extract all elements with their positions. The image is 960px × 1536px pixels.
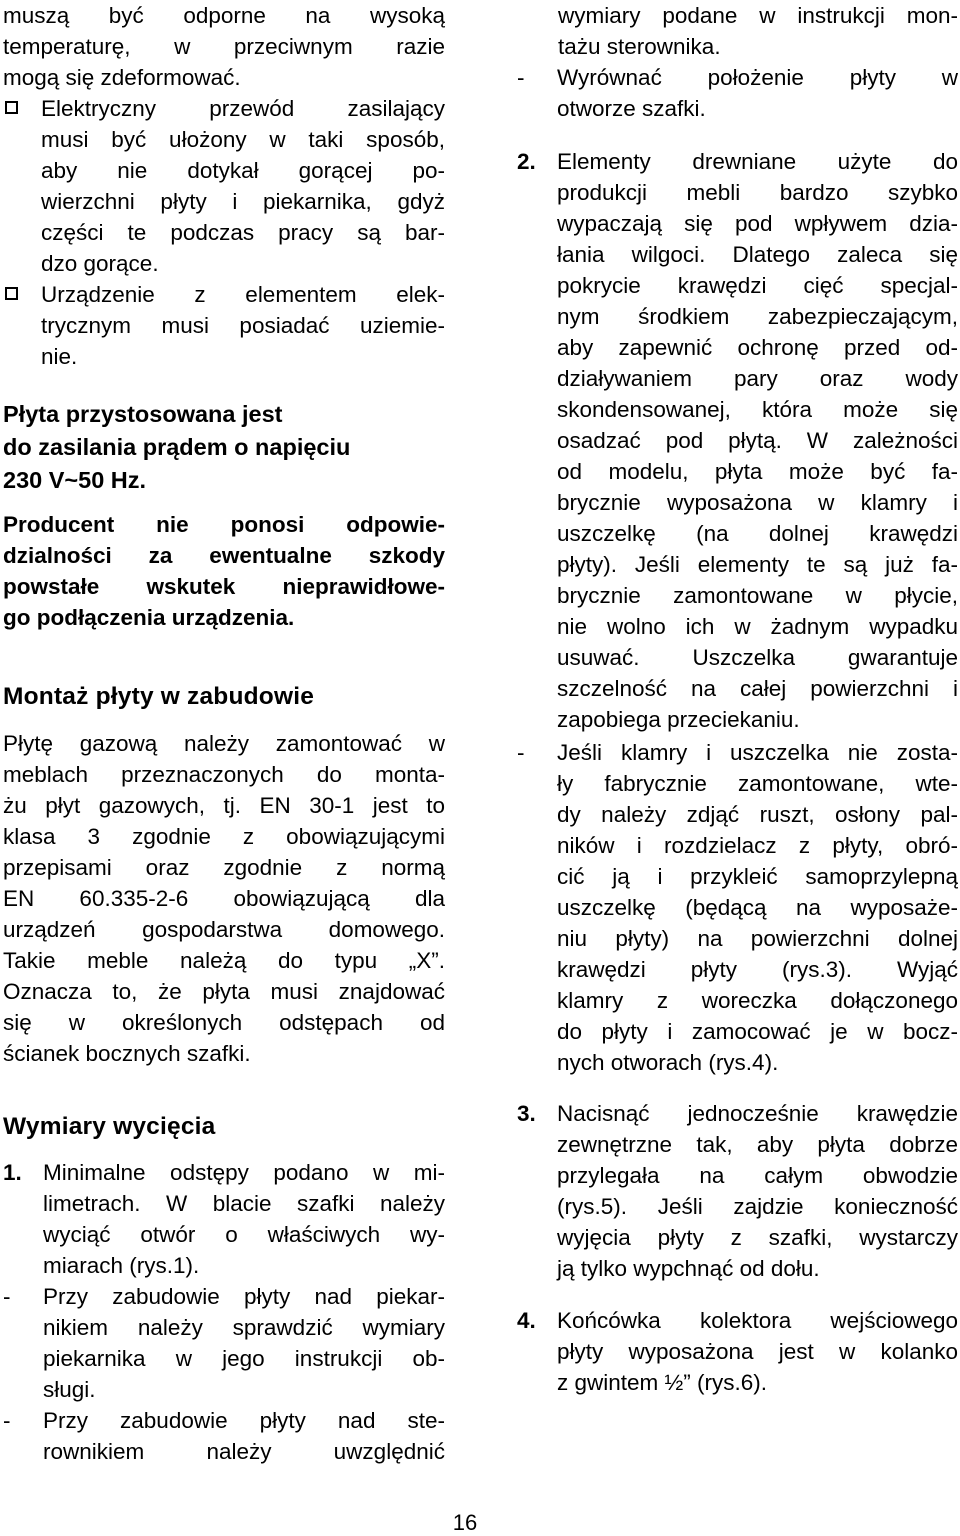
text-line: ścianek bocznych szafki. — [3, 1041, 251, 1066]
list-item-4 — [517, 1305, 958, 1398]
text-line: (rys.5). Jeśli zajdzie konieczność — [557, 1194, 958, 1219]
text-line: temperaturę, w przeciwnym razie — [3, 34, 445, 59]
text-line: usuwać. Uszczelka gwarantuje — [557, 645, 958, 670]
dash-item-align — [517, 62, 958, 124]
text-line: do płyty i zamocować je w bocz- — [557, 1019, 958, 1044]
list-item-2 — [517, 146, 958, 735]
text-line: nych otworach (rys.4). — [557, 1050, 779, 1075]
text-line: cić ją i przykleić samoprzylepną — [557, 864, 958, 889]
text-line: wierzchni płyty i piekarnika, gdyż — [41, 189, 445, 214]
heading-cutout-dimensions: Wymiary wycięcia — [3, 1113, 216, 1140]
text-line: Końcówka kolektora wejściowego — [557, 1308, 958, 1333]
text-line: łania wilgoci. Dlatego zaleca się — [557, 242, 958, 267]
text-line: krawędzi płyty (rys.3). Wyjąć — [557, 957, 958, 982]
voltage-note — [3, 398, 445, 497]
text-line: Nacisnąć jednocześnie krawędzie — [557, 1101, 958, 1126]
text-line: dzialności za ewentualne szkody — [3, 543, 445, 568]
item4-text — [557, 1305, 958, 1398]
text-line: klamry z woreczka dołączonego — [557, 988, 958, 1013]
bullet-cable-text — [41, 93, 445, 279]
text-line: dy należy zdjąć ruszt, osłony pal- — [557, 802, 958, 827]
text-line: wymiary podane w instrukcji mon- — [558, 3, 958, 28]
text-line: niu płyty) na powierzchni dolnej — [557, 926, 958, 951]
text-line: płyty). Jeśli elementy te są już fa- — [557, 552, 958, 577]
list-item-1 — [3, 1157, 445, 1281]
text-line: aby nie dotykał gorącej po- — [41, 158, 445, 183]
text-line: ją tylko wypchnąć od dołu. — [557, 1256, 820, 1281]
text-line: żu płyt gazowych, tj. EN 30-1 jest to — [3, 793, 445, 818]
text-line: Płytę gazową należy zamontować w — [3, 731, 445, 756]
dash-item-controller — [3, 1405, 445, 1467]
controller-continuation — [558, 0, 958, 62]
text-line: płyty wyposażona jest w kolanko — [557, 1339, 958, 1364]
dash-marker: - — [3, 1284, 11, 1309]
item3-text — [557, 1098, 958, 1284]
text-line: aby zapewnić ochronę przed od- — [557, 335, 958, 360]
text-line: Jeśli klamry i uszczelka nie zosta- — [557, 740, 958, 765]
text-line: części te podczas pracy są bar- — [41, 220, 445, 245]
text-line: brycznie wyposażona w klamry i — [557, 490, 958, 515]
list-marker: 3. — [517, 1101, 536, 1126]
intro-text — [3, 0, 445, 93]
installation-text — [3, 728, 445, 1069]
text-line: wyciąć otwór o właściwych wy- — [43, 1222, 445, 1247]
text-line: rownikiem należy uwzględnić — [43, 1439, 445, 1464]
text-line: zewnętrzne tak, aby płyta dobrze — [557, 1132, 958, 1157]
liability-note — [3, 509, 445, 633]
text-line: pokrycie krawędzi cięć specjal- — [557, 273, 958, 298]
dash-controller-text — [43, 1405, 445, 1467]
bullet-grounding — [3, 279, 445, 372]
dash-marker: - — [517, 65, 525, 90]
dash-align-text — [557, 62, 958, 124]
text-line: klasa 3 zgodnie z obowiązującymi — [3, 824, 445, 849]
text-line: przepisami oraz zgodnie z normą — [3, 855, 445, 880]
text-line: tażu sterownika. — [558, 34, 721, 59]
text-line: dzo gorące. — [41, 251, 159, 276]
dash-marker: - — [517, 740, 525, 765]
text-line: EN 60.335-2-6 obowiązującą dla — [3, 886, 445, 911]
text-line: nym środkiem zabezpieczającym, — [557, 304, 958, 329]
text-line: działywaniem pary oraz wody — [557, 366, 958, 391]
text-line: uszczelkę (będącą na wyposaże- — [557, 895, 958, 920]
checkbox-bullet-icon — [5, 287, 18, 300]
text-line: zapobiega przeciekaniu. — [557, 707, 800, 732]
dash-marker: - — [3, 1408, 11, 1433]
text-line: brycznie zamontowane w płycie, — [557, 583, 958, 608]
text-line: limetrach. W blacie szafki należy — [43, 1191, 445, 1216]
text-line: miarach (rys.1). — [43, 1253, 200, 1278]
text-line: Przy zabudowie płyty nad ste- — [43, 1408, 445, 1433]
text-line: Elektryczny przewód zasilający — [41, 96, 445, 121]
text-line: do zasilania prądem o napięciu — [3, 434, 351, 460]
text-line: ników i rozdzielacz z płyty, obró- — [557, 833, 958, 858]
dash-clamps-text — [557, 737, 958, 1078]
text-line: wypaczają się pod wpływem dzia- — [557, 211, 958, 236]
text-line: nie. — [41, 344, 78, 369]
text-line: go podłączenia urządzenia. — [3, 605, 295, 630]
text-line: nie wolno ich w żadnym wypadku — [557, 614, 958, 639]
page-number: 16 — [452, 1510, 478, 1535]
text-line: Minimalne odstępy podano w mi- — [43, 1160, 445, 1185]
text-line: Wyrównać położenie płyty w — [557, 65, 958, 90]
dash-item-clamps — [517, 737, 958, 1078]
text-line: wyjęcia płyty z szafki, wystarczy — [557, 1225, 958, 1250]
list-item-3 — [517, 1098, 958, 1284]
text-line: sługi. — [43, 1377, 96, 1402]
text-line: musi być ułożony w taki sposób, — [41, 127, 445, 152]
bullet-power-cable — [3, 93, 445, 279]
text-line: Takie meble należą do typu „X”. — [3, 948, 445, 973]
dash-item-oven — [3, 1281, 445, 1405]
text-line: Płyta przystosowana jest — [3, 401, 283, 427]
list-marker: 4. — [517, 1308, 536, 1333]
text-line: meblach przeznaczonych do monta- — [3, 762, 445, 787]
checkbox-bullet-icon — [5, 101, 18, 114]
text-line: 230 V~50 Hz. — [3, 467, 147, 493]
text-line: otworze szafki. — [557, 96, 706, 121]
text-line: trycznym musi posiadać uziemie- — [41, 313, 445, 338]
item1-text — [43, 1157, 445, 1281]
text-line: uszczelkę (na dolnej krawędzi — [557, 521, 958, 546]
text-line: ły fabrycznie zamontowane, wte- — [557, 771, 958, 796]
item2-text — [557, 146, 958, 735]
text-line: Oznacza to, że płyta musi znajdować — [3, 979, 445, 1004]
text-line: osadzać pod płytą. W zależności — [557, 428, 958, 453]
text-line: Przy zabudowie płyty nad piekar- — [43, 1284, 445, 1309]
text-line: z gwintem ½” (rys.6). — [557, 1370, 768, 1395]
text-line: urządzeń gospodarstwa domowego. — [3, 917, 445, 942]
text-line: Elementy drewniane użyte do — [557, 149, 958, 174]
dash-oven-text — [43, 1281, 445, 1405]
text-line: szczelność na całej powierzchni i — [557, 676, 958, 701]
heading-installation: Montaż płyty w zabudowie — [3, 683, 315, 710]
text-line: produkcji mebli bardzo szybko — [557, 180, 958, 205]
text-line: skondensowanej, która może się — [557, 397, 958, 422]
text-line: muszą być odporne na wysoką — [3, 3, 445, 28]
text-line: nikiem należy sprawdzić wymiary — [43, 1315, 445, 1340]
text-line: się w określonych odstępach od — [3, 1010, 445, 1035]
text-line: przylegała na całym obwodzie — [557, 1163, 958, 1188]
text-line: mogą się zdeformować. — [3, 65, 241, 90]
list-marker: 2. — [517, 149, 536, 174]
text-line: od modelu, płyta może być fa- — [557, 459, 958, 484]
bullet-ground-text — [41, 279, 445, 372]
text-line: Producent nie ponosi odpowie- — [3, 512, 445, 537]
text-line: powstałe wskutek nieprawidłowe- — [3, 574, 445, 599]
text-line: piekarnika w jego instrukcji ob- — [43, 1346, 445, 1371]
text-line: Urządzenie z elementem elek- — [41, 282, 445, 307]
list-marker: 1. — [3, 1160, 22, 1185]
